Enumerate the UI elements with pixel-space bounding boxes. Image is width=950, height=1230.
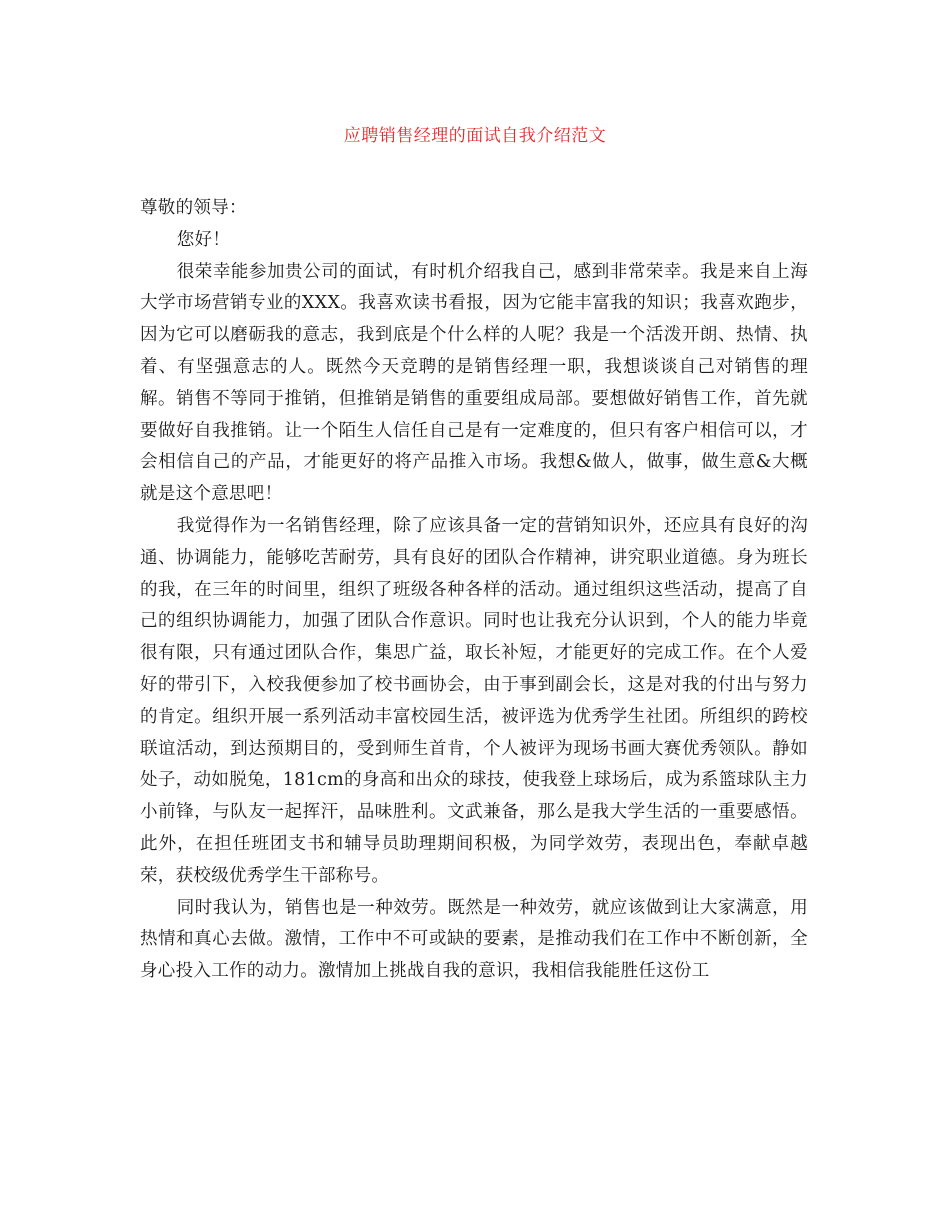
- paragraph-service: 同时我认为，销售也是一种效劳。既然是一种效劳，就应该做到让大家满意，用热情和真心去做。激情，工作中不可或缺的要素，是推动我们在工作中不断创新，全身心投入工作的动力。激情加上挑战自我的意识，我相信我能胜任这份工: [140, 897, 808, 982]
- document-title: 应聘销售经理的面试自我介绍范文: [343, 126, 607, 146]
- salutation: 尊敬的领导：: [140, 198, 247, 218]
- paragraph-greeting: 您好！: [176, 229, 231, 250]
- paragraph-experience: 我觉得作为一名销售经理，除了应该具备一定的营销知识外，还应具有良好的沟通、协调能力，能够吃苦耐劳，具有良好的团队合作精神，讲究职业道德。身为班长的我，在三年的时间里，组织了班级各种各样的活动。通过组织这些活动，提高了自己的组织协调能力，加强了团队合作意识。同时也让我充分认识到，个人的能力毕竟很有限，只有通过团队合作，集思广益，取长补短，才能更好的完成工作。在个人爱好的带引下，入校我便参加了校书画协会，由于事到副会长，这是对我的付出与努力的肯定。组织开展一系列活动丰富校园生活，被评选为优秀学生社团。所组织的跨校联谊活动，到达预期目的，受到师生首肯，个人被评为现场书画大赛优秀领队。静如处子，动如脱兔，181cm的身高和出众的球技，使我登上球场后，成为系篮球队主力小前锋，与队友一起挥汗，品味胜利。文武兼备，那么是我大学生活的一重要感悟。此外，在担任班团支书和辅导员助理期间积极，为同学效劳，表现出色，奉献卓越荣，获校级优秀学生干部称号。: [140, 515, 808, 886]
- paragraph-introduction: 很荣幸能参加贵公司的面试，有时机介绍我自己，感到非常荣幸。我是来自上海大学市场营销专业的XXX。我喜欢读书看报，因为它能丰富我的知识；我喜欢跑步，因为它可以磨砺我的意志，我到底是个什么样的人呢？我是一个活泼开朗、热情、执着、有坚强意志的人。既然今天竞聘的是销售经理一职，我想谈谈自己对销售的理解。销售不等同于推销，但推销是销售的重要组成局部。要想做好销售工作，首先就要做好自我推销。让一个陌生人信任自己是有一定难度的，但只有客户相信可以，才会相信自己的产品，才能更好的将产品推入市场。我想&做人，做事，做生意&大概就是这个意思吧！: [140, 261, 808, 505]
- document-body: [140, 193, 808, 988]
